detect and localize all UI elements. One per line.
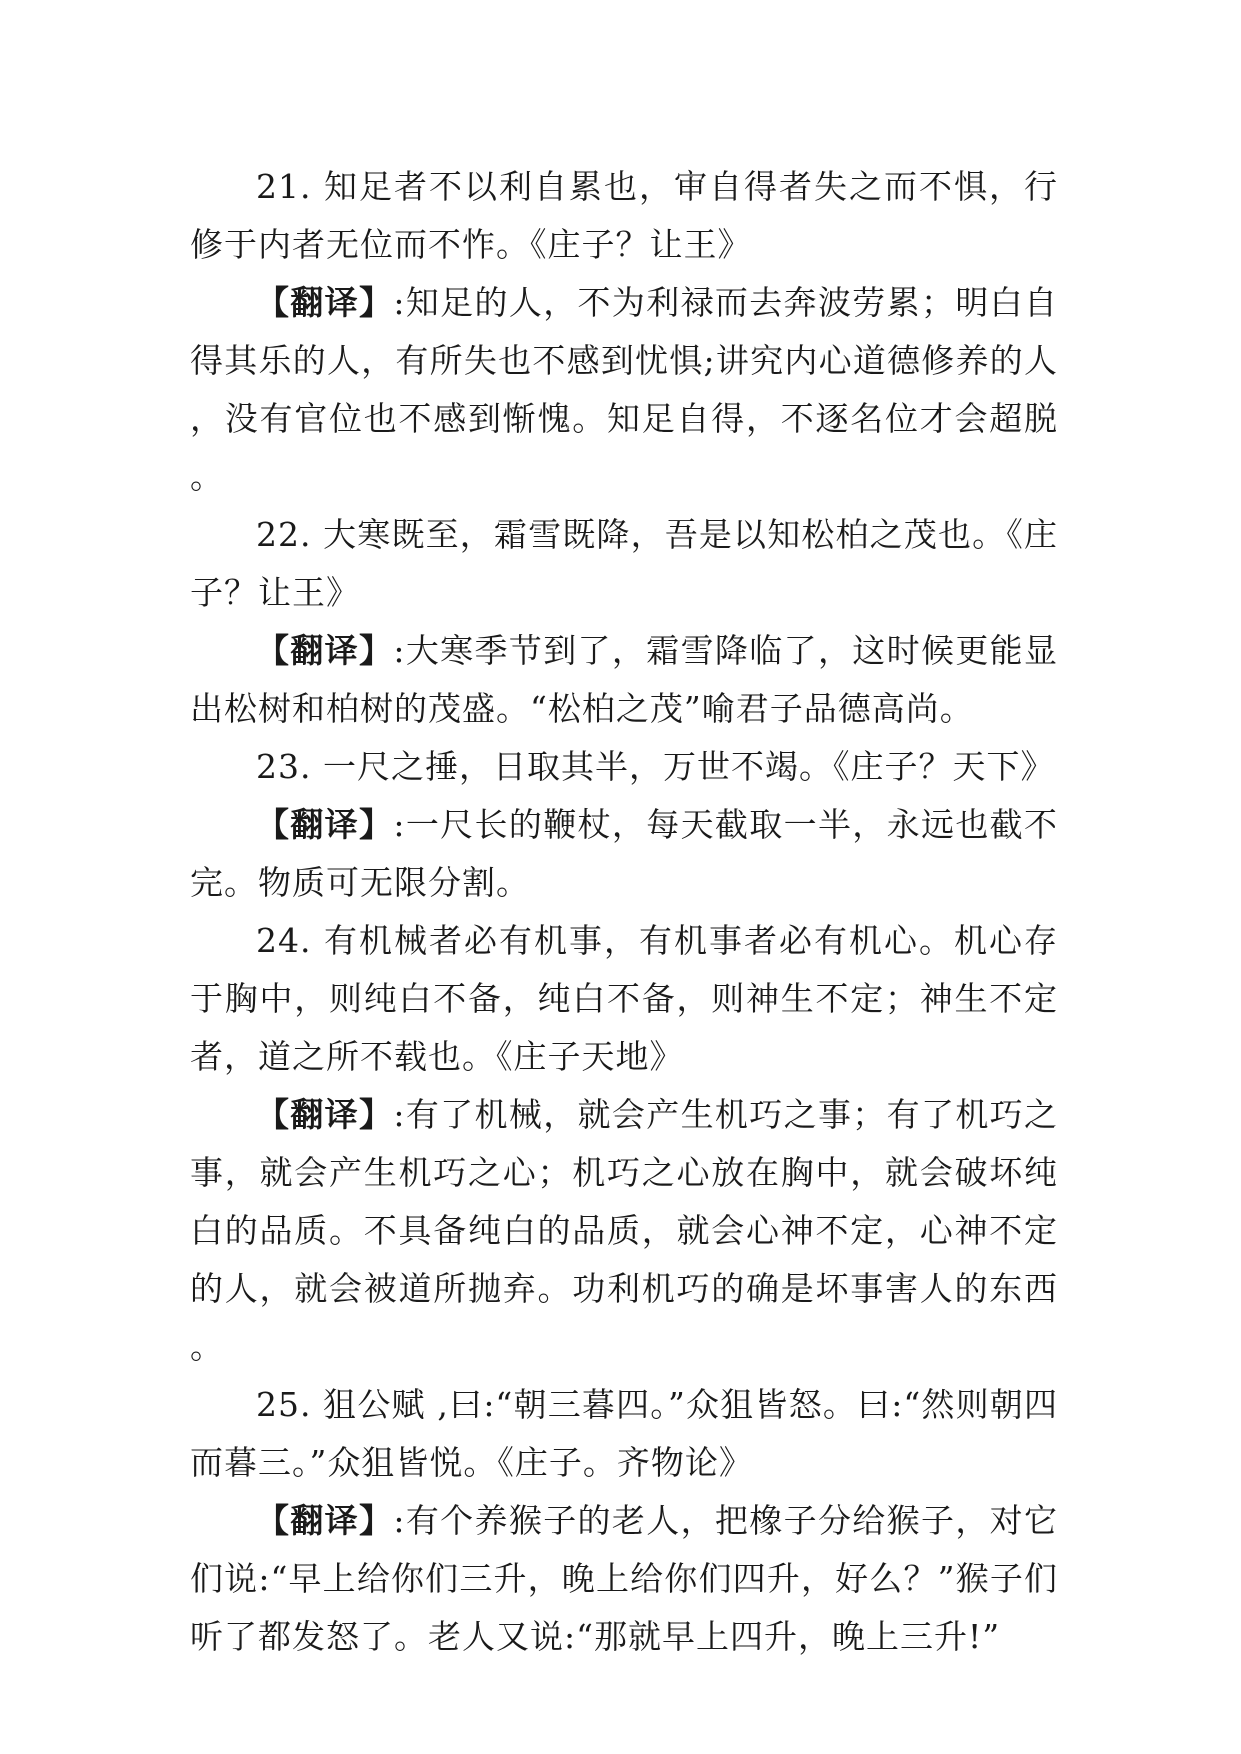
translation-paragraph-21 (190, 274, 1058, 506)
translation-label: 【翻译】 (256, 805, 394, 844)
translation-paragraph-24 (190, 1086, 1058, 1376)
quote-text: 25. 狙公赋 ,曰:“朝三暮四。”众狙皆怒。曰:“然则朝四而暮三。”众狙皆悦。《庄子。齐物论》 (190, 1385, 1058, 1482)
quote-paragraph-23 (190, 738, 1058, 796)
translation-paragraph-22 (190, 622, 1058, 738)
translation-label: 【翻译】 (256, 631, 394, 670)
quote-text: 24. 有机械者必有机事，有机事者必有机心。机心存于胸中，则纯白不备，纯白不备，则神生不定；神生不定者，道之所不载也。《庄子天地》 (190, 921, 1058, 1076)
quote-paragraph-25 (190, 1376, 1058, 1492)
document-body (190, 158, 1058, 1666)
quote-text: 21. 知足者不以利自累也，审自得者失之而不惧，行修于内者无位而不怍。《庄子？让王》 (190, 167, 1058, 264)
quote-text: 23. 一尺之捶，日取其半，万世不竭。《庄子？天下》 (256, 747, 1055, 786)
translation-text: :大寒季节到了，霜雪降临了，这时候更能显出松树和柏树的茂盛。“松柏之茂”喻君子品德高尚。 (190, 631, 1058, 728)
translation-label: 【翻译】 (256, 1501, 394, 1540)
translation-text: :有了机械，就会产生机巧之事；有了机巧之事，就会产生机巧之心；机巧之心放在胸中，就会破坏纯白的品质。不具备纯白的品质，就会心神不定，心神不定的人，就会被道所抛弃。功利机巧的确是坏事害人的东西。 (190, 1095, 1058, 1366)
translation-text: :一尺长的鞭杖，每天截取一半，永远也截不完。物质可无限分割。 (190, 805, 1058, 902)
translation-paragraph-25 (190, 1492, 1058, 1666)
translation-paragraph-23 (190, 796, 1058, 912)
quote-text: 22. 大寒既至，霜雪既降，吾是以知松柏之茂也。《庄子？让王》 (190, 515, 1058, 612)
quote-paragraph-24 (190, 912, 1058, 1086)
translation-label: 【翻译】 (256, 283, 394, 322)
translation-text: :知足的人，不为利禄而去奔波劳累；明白自得其乐的人，有所失也不感到忧惧;讲究内心道德修养的人，没有官位也不感到惭愧。知足自得，不逐名位才会超脱。 (190, 283, 1058, 496)
translation-text: :有个养猴子的老人，把橡子分给猴子，对它们说:“早上给你们三升，晚上给你们四升，好么？”猴子们听了都发怒了。老人又说:“那就早上四升，晚上三升!” (190, 1501, 1058, 1656)
quote-paragraph-22 (190, 506, 1058, 622)
quote-paragraph-21 (190, 158, 1058, 274)
translation-label: 【翻译】 (256, 1095, 394, 1134)
